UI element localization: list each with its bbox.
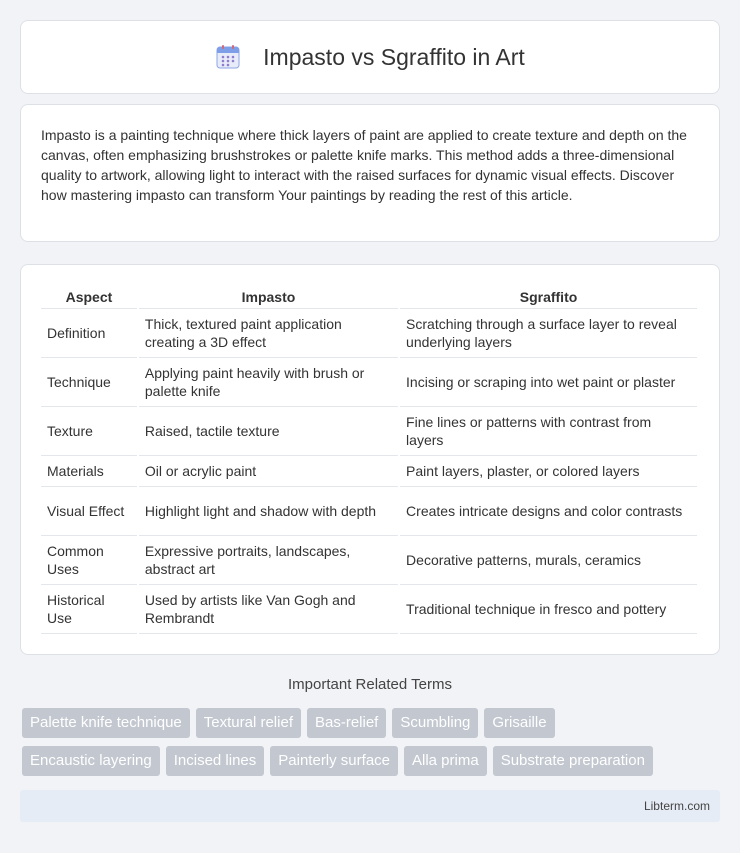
related-term-tag[interactable]: Grisaille bbox=[484, 708, 554, 738]
footer bbox=[20, 790, 720, 822]
table-row bbox=[41, 456, 697, 487]
related-term-tag[interactable]: Incised lines bbox=[166, 746, 265, 776]
row-aspect: Common Uses bbox=[41, 536, 137, 585]
row-impasto: Expressive portraits, landscapes, abstract art bbox=[139, 536, 398, 585]
related-term-tag[interactable]: Substrate preparation bbox=[493, 746, 653, 776]
related-term-tag[interactable]: Palette knife technique bbox=[22, 708, 190, 738]
header-aspect: Aspect bbox=[41, 285, 137, 309]
row-impasto: Highlight light and shadow with depth bbox=[139, 487, 398, 536]
related-term-tag[interactable]: Encaustic layering bbox=[22, 746, 160, 776]
row-aspect: Materials bbox=[41, 456, 137, 487]
table-row bbox=[41, 487, 697, 536]
row-impasto: Oil or acrylic paint bbox=[139, 456, 398, 487]
related-term-tag[interactable]: Alla prima bbox=[404, 746, 487, 776]
related-term-tag[interactable]: Bas-relief bbox=[307, 708, 386, 738]
comparison-table bbox=[39, 285, 699, 634]
related-term-tag[interactable]: Textural relief bbox=[196, 708, 301, 738]
table-row bbox=[41, 407, 697, 456]
row-aspect: Technique bbox=[41, 358, 137, 407]
row-sgraffito: Creates intricate designs and color contrasts bbox=[400, 487, 697, 536]
header-impasto: Impasto bbox=[139, 285, 398, 309]
title-card bbox=[20, 20, 720, 94]
row-aspect: Definition bbox=[41, 309, 137, 358]
row-sgraffito: Fine lines or patterns with contrast from layers bbox=[400, 407, 697, 456]
row-impasto: Raised, tactile texture bbox=[139, 407, 398, 456]
related-terms-tags bbox=[22, 708, 722, 784]
table-row bbox=[41, 358, 697, 407]
intro-paragraph: Impasto is a painting technique where thick layers of paint are applied to create texture and depth on the canvas, often emphasizing brushstrokes or palette knife marks. This method adds a three-dimensional quality to artwork, allowing light to interact with the raised surfaces for dynamic visual effects. Discover how mastering impasto can transform Your paintings by reading the rest of this article. bbox=[41, 127, 687, 203]
related-term-tag[interactable]: Scumbling bbox=[392, 708, 478, 738]
row-impasto: Used by artists like Van Gogh and Rembrandt bbox=[139, 585, 398, 634]
row-sgraffito: Paint layers, plaster, or colored layers bbox=[400, 456, 697, 487]
row-sgraffito: Scratching through a surface layer to reveal underlying layers bbox=[400, 309, 697, 358]
footer-site-link[interactable]: Libterm.com bbox=[643, 799, 710, 813]
table-row bbox=[41, 585, 697, 634]
row-sgraffito: Incising or scraping into wet paint or plaster bbox=[400, 358, 697, 407]
row-sgraffito: Decorative patterns, murals, ceramics bbox=[400, 536, 697, 585]
row-impasto: Applying paint heavily with brush or palette knife bbox=[139, 358, 398, 407]
related-term-tag[interactable]: Painterly surface bbox=[270, 746, 398, 776]
table-row bbox=[41, 536, 697, 585]
related-terms-title: Important Related Terms bbox=[288, 676, 452, 693]
calendar-icon bbox=[215, 44, 241, 70]
page-title: Impasto vs Sgraffito in Art bbox=[263, 43, 525, 70]
header-sgraffito: Sgraffito bbox=[400, 285, 697, 309]
row-aspect: Historical Use bbox=[41, 585, 137, 634]
row-aspect: Visual Effect bbox=[41, 487, 137, 536]
row-aspect: Texture bbox=[41, 407, 137, 456]
table-row bbox=[41, 309, 697, 358]
intro-card bbox=[20, 104, 720, 242]
table-header-row bbox=[41, 285, 697, 309]
row-sgraffito: Traditional technique in fresco and pottery bbox=[400, 585, 697, 634]
tag-row bbox=[22, 746, 722, 776]
row-impasto: Thick, textured paint application creating a 3D effect bbox=[139, 309, 398, 358]
comparison-table-card bbox=[20, 264, 720, 655]
tag-row bbox=[22, 708, 722, 738]
